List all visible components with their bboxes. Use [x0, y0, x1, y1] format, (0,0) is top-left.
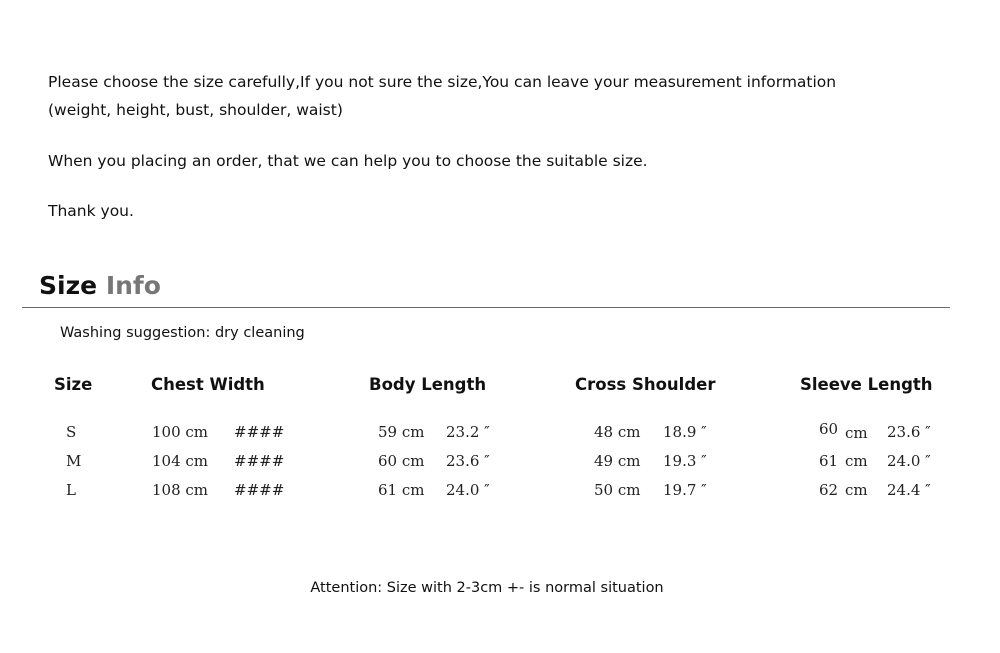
header-size: Size: [54, 375, 93, 394]
section-title: [39, 268, 161, 304]
sleeve-cm-unit: cm: [845, 424, 868, 442]
body-in-cell: 23.2 ″: [446, 423, 490, 441]
sleeve-cm-value: 60: [819, 420, 839, 438]
section-title-size: Size: [39, 271, 98, 300]
intro-text-line-3: When you placing an order, that we can help you to choose the suitable size.: [48, 152, 648, 170]
chest-cm-cell: 100 cm: [152, 423, 209, 441]
chest-cm-cell: 104 cm: [152, 452, 209, 470]
body-cm-cell: 59 cm: [378, 423, 425, 441]
size-cell: M: [66, 452, 82, 470]
sleeve-in-cell: 24.4 ″: [887, 481, 931, 499]
header-sleeve-length: Sleeve Length: [800, 375, 933, 394]
body-in-cell: 23.6 ″: [446, 452, 490, 470]
attention-note: Attention: Size with 2-3cm +- is normal situation: [310, 580, 664, 596]
sleeve-in-cell: 23.6 ″: [887, 423, 931, 441]
body-cm-cell: 60 cm: [378, 452, 425, 470]
body-cm-cell: 61 cm: [378, 481, 425, 499]
chest-in-cell: ####: [234, 452, 285, 470]
section-divider: [22, 307, 950, 308]
intro-text-line-2: (weight, height, bust, shoulder, waist): [48, 101, 343, 119]
size-cell: L: [66, 481, 76, 499]
shoulder-cm-cell: 48 cm: [594, 423, 641, 441]
chest-in-cell: ####: [234, 423, 285, 441]
sleeve-cm-unit: cm: [845, 481, 868, 499]
header-body-length: Body Length: [369, 375, 487, 394]
body-in-cell: 24.0 ″: [446, 481, 490, 499]
intro-text-line-1: Please choose the size carefully,If you not sure the size,You can leave your measurement information: [48, 73, 837, 91]
shoulder-in-cell: 18.9 ″: [663, 423, 707, 441]
section-title-info: Info: [105, 271, 161, 300]
sleeve-cm-value: 61: [819, 452, 839, 470]
shoulder-cm-cell: 50 cm: [594, 481, 641, 499]
sleeve-in-cell: 24.0 ″: [887, 452, 931, 470]
header-chest-width: Chest Width: [151, 375, 265, 394]
chest-in-cell: ####: [234, 481, 285, 499]
shoulder-in-cell: 19.7 ″: [663, 481, 707, 499]
sleeve-cm-value: 62: [819, 481, 839, 499]
size-cell: S: [66, 423, 77, 441]
header-cross-shoulder: Cross Shoulder: [575, 375, 716, 394]
shoulder-cm-cell: 49 cm: [594, 452, 641, 470]
shoulder-in-cell: 19.3 ″: [663, 452, 707, 470]
intro-thank-you: Thank you.: [48, 202, 134, 220]
washing-suggestion: Washing suggestion: dry cleaning: [60, 325, 305, 341]
chest-cm-cell: 108 cm: [152, 481, 209, 499]
sleeve-cm-unit: cm: [845, 452, 868, 470]
